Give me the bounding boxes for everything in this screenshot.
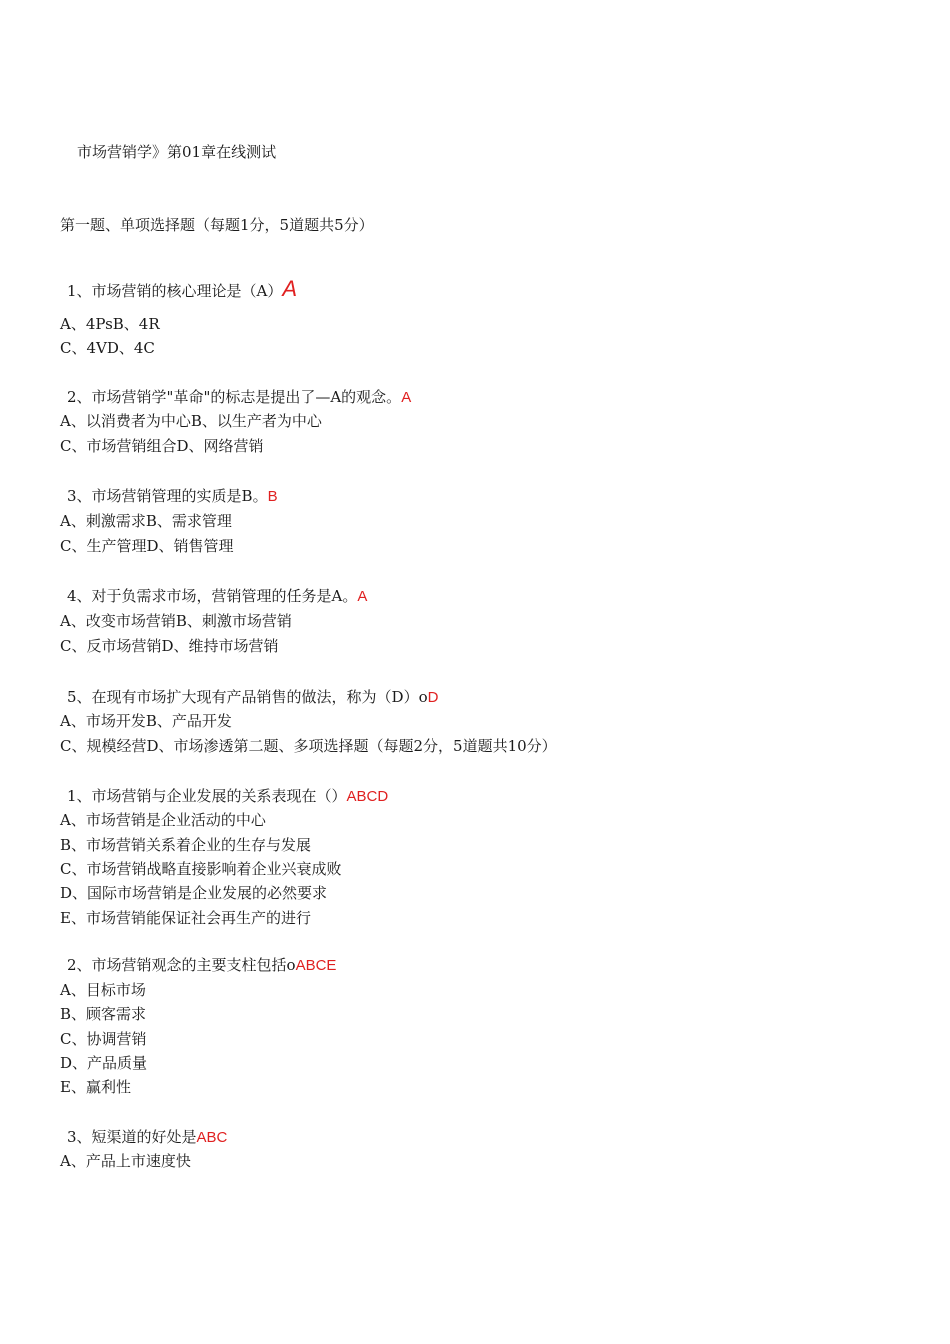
m1-option: C、市场营销战略直接影响着企业兴衰成败 [60,860,342,878]
m3-option: A、产品上市速度快 [60,1152,191,1170]
q5-option-line-1: A、市场开发B、产品开发 [60,712,232,730]
q3-option-line-1: A、刺激需求B、需求管理 [60,512,232,530]
m2-answer: ABCE [295,957,337,974]
q3-option-line-2: C、生产管理D、销售管理 [60,537,234,555]
q3-stem: 3、市场营销管理的实质是B。 [67,487,268,505]
m2-option: D、产品质量 [60,1054,148,1072]
q1-stem-line [67,276,298,301]
q5-option-line-2: C、规模经营D、市场渗透第二题、多项选择题（每题2分，5道题共10分） [60,737,557,755]
q3-answer: B [267,488,278,505]
q5-stem-line [67,687,438,708]
q4-stem-line [67,586,367,607]
m2-option: B、顾客需求 [60,1005,147,1023]
q4-stem: 4、对于负需求市场，营销管理的任务是A。 [67,587,358,605]
m1-option: B、市场营销关系着企业的生存与发展 [60,836,312,854]
m3-answer: ABC [196,1129,228,1146]
q2-answer: A [401,389,412,406]
m2-option: C、协调营销 [60,1030,147,1048]
q1-option-line-1: A、4PsB、4R [60,315,160,333]
q5-stem: 5、在现有市场扩大现有产品销售的做法，称为（D）o [67,688,428,706]
q5-answer: D [427,689,439,706]
m2-option: A、目标市场 [60,981,146,999]
m3-stem: 3、短渠道的好处是 [67,1128,197,1146]
m2-option: E、赢利性 [60,1078,131,1096]
q1-option-line-2: C、4VD、4C [60,339,155,357]
m2-stem-line [67,955,336,976]
q3-stem-line [67,486,278,507]
q2-stem: 2、市场营销学"革命"的标志是提出了—A的观念。 [67,388,402,406]
q4-option-line-2: C、反市场营销D、维持市场营销 [60,637,279,655]
doc-title: 市场营销学》第01章在线测试 [77,143,277,161]
q2-option-line-2: C、市场营销组合D、网络营销 [60,437,264,455]
q2-option-line-1: A、以消费者为中心B、以生产者为中心 [60,412,322,430]
m1-answer: ABCD [346,788,389,805]
section1-heading: 第一题、单项选择题（每题1分，5道题共5分） [60,216,374,234]
q4-answer: A [357,588,368,605]
m3-stem-line [67,1127,227,1148]
m1-option: A、市场营销是企业活动的中心 [60,811,266,829]
m2-stem: 2、市场营销观念的主要支柱包括o [67,956,296,974]
m1-stem-line [67,786,388,807]
q2-stem-line [67,387,411,408]
m1-stem: 1、市场营销与企业发展的关系表现在（） [67,787,347,805]
q1-answer: A [282,276,298,301]
q4-option-line-1: A、改变市场营销B、刺激市场营销 [60,612,292,630]
q1-stem: 1、市场营销的核心理论是（A） [67,282,283,300]
m1-option: D、国际市场营销是企业发展的必然要求 [60,884,328,902]
m1-option: E、市场营销能保证社会再生产的进行 [60,909,311,927]
